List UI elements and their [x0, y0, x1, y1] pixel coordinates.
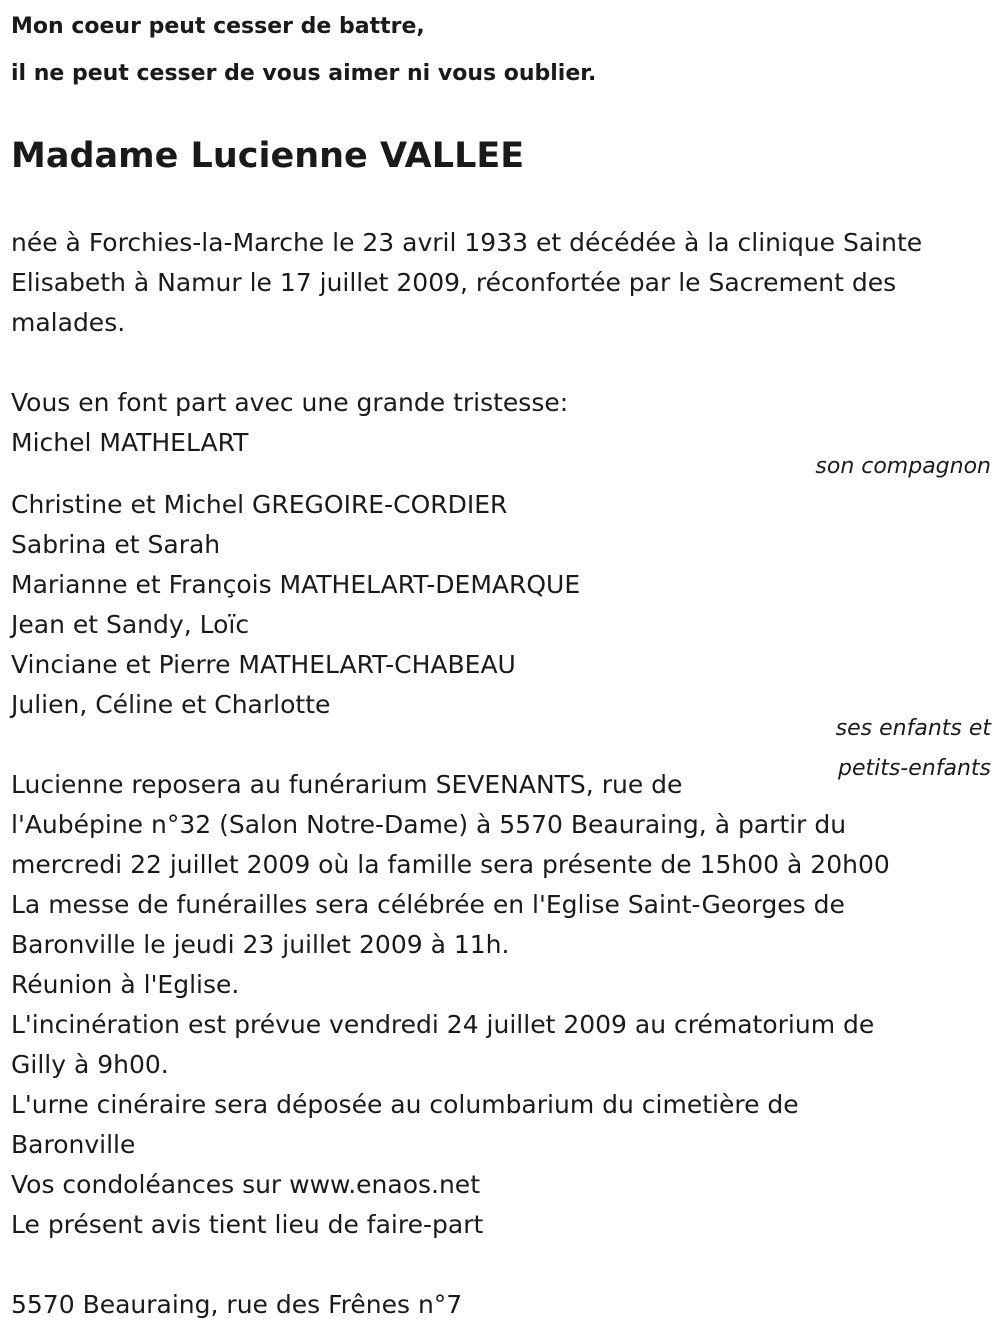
family-line: Marianne et François MATHELART-DEMARQUE — [11, 570, 581, 599]
address: 5570 Beauraing, rue des Frênes n°7 — [11, 1290, 463, 1319]
details-line: Baronville — [11, 1130, 136, 1159]
family-line: Julien, Céline et Charlotte — [11, 690, 331, 719]
details-line: L'incinération est prévue vendredi 24 juillet 2009 au crématorium de — [11, 1010, 875, 1039]
details-line: Réunion à l'Eglise. — [11, 970, 240, 999]
details-line: Vos condoléances sur www.enaos.net — [11, 1170, 480, 1199]
birth-line-2: Elisabeth à Namur le 17 juillet 2009, réconfortée par le Sacrement des — [11, 268, 897, 297]
epigraph-line-2: il ne peut cesser de vous aimer ni vous oublier. — [11, 61, 597, 86]
family-note-line-2: petits-enfants — [837, 756, 991, 781]
details-line: La messe de funérailles sera célébrée en l'Eglise Saint-Georges de — [11, 890, 845, 919]
details-line: Le présent avis tient lieu de faire-part — [11, 1210, 484, 1239]
companion-note: son compagnon — [815, 454, 991, 479]
page-title: Madame Lucienne VALLEE — [11, 136, 525, 176]
details-line: Gilly à 9h00. — [11, 1050, 169, 1079]
family-line: Sabrina et Sarah — [11, 530, 221, 559]
companion-name: Michel MATHELART — [11, 428, 249, 457]
details-line: mercredi 22 juillet 2009 où la famille sera présente de 15h00 à 20h00 — [11, 850, 890, 879]
family-line: Jean et Sandy, Loïc — [11, 610, 250, 639]
epigraph-line-1: Mon coeur peut cesser de battre, — [11, 14, 425, 39]
birth-line-3: malades. — [11, 308, 126, 337]
family-note-line-1: ses enfants et — [835, 716, 991, 741]
birth-line-1: née à Forchies-la-Marche le 23 avril 1933 et décédée à la clinique Sainte — [11, 228, 923, 257]
details-line: Baronville le jeudi 23 juillet 2009 à 11h. — [11, 930, 510, 959]
details-line: Lucienne reposera au funérarium SEVENANTS, rue de — [11, 770, 683, 799]
family-line: Christine et Michel GREGOIRE-CORDIER — [11, 490, 508, 519]
announce-intro: Vous en font part avec une grande tristesse: — [11, 388, 569, 417]
details-line: L'urne cinéraire sera déposée au columbarium du cimetière de — [11, 1090, 799, 1119]
details-line: l'Aubépine n°32 (Salon Notre-Dame) à 5570 Beauraing, à partir du — [11, 810, 847, 839]
family-line: Vinciane et Pierre MATHELART-CHABEAU — [11, 650, 516, 679]
